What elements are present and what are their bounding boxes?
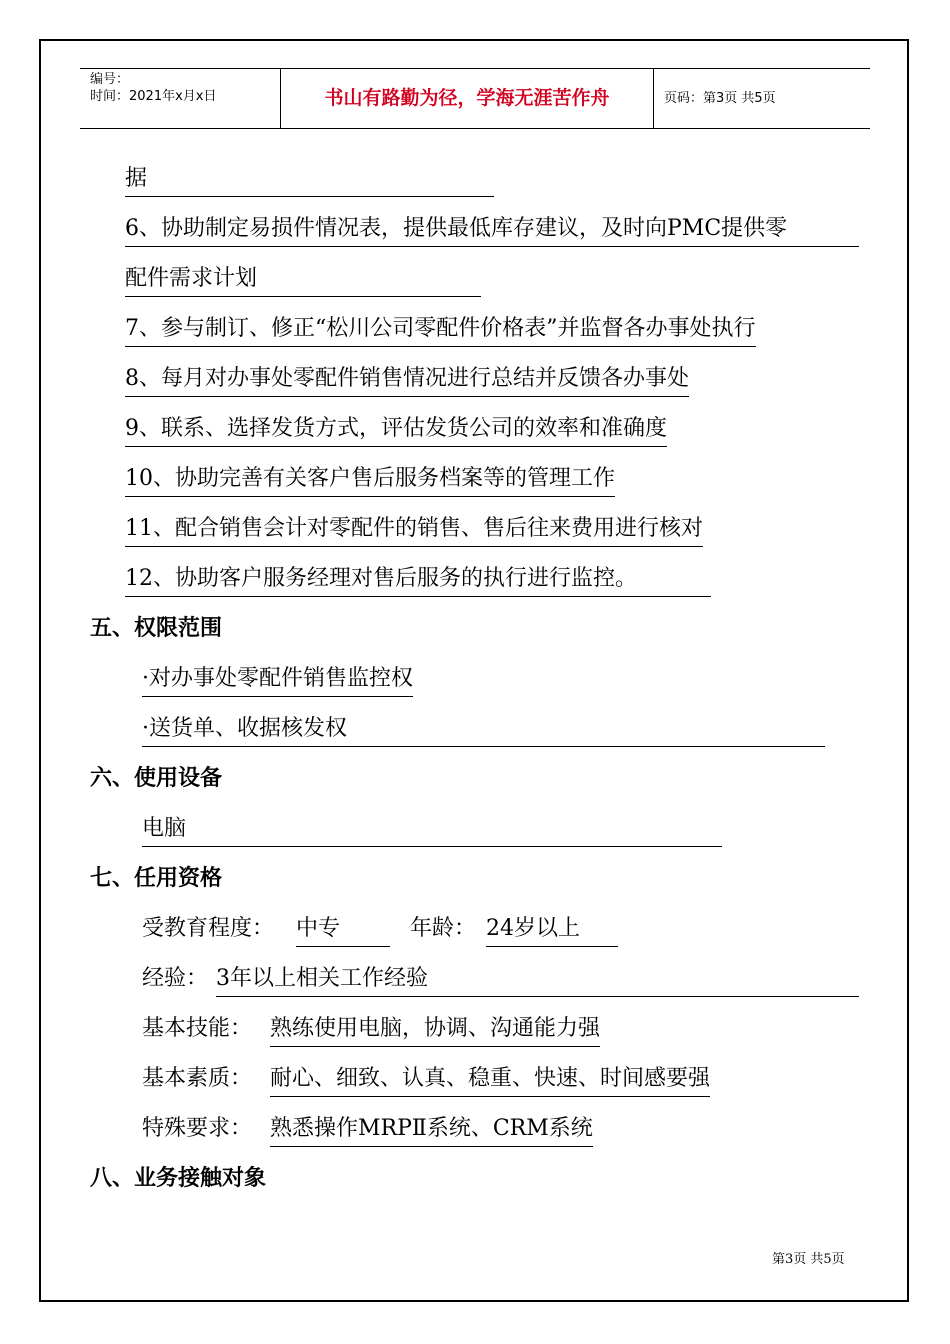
duty-item-11: 11、配合销售会计对零配件的销售、售后往来费用进行核对 [125, 514, 703, 547]
section-authority-heading: 五、权限范围 [90, 616, 223, 641]
duty-item-12: 12、协助客户服务经理对售后服务的执行进行监控。 [125, 564, 711, 597]
age-label: 年龄： [410, 916, 477, 941]
education-label: 受教育程度： [142, 916, 275, 941]
duty-item-6a: 6、协助制定易损件情况表，提供最低库存建议，及时向PMC提供零 [125, 214, 859, 247]
experience-value: 3年以上相关工作经验 [216, 964, 859, 997]
education-value: 中专 [296, 914, 390, 947]
special-value: 熟悉操作MRPⅡ系统、CRM系统 [270, 1114, 593, 1147]
duty-line-continued: 据 [125, 164, 494, 197]
equipment-value: 电脑 [142, 814, 722, 847]
footer-page-number: 第3页 共5页 [772, 1252, 845, 1267]
duty-item-8: 8、每月对办事处零配件销售情况进行总结并反馈各办事处 [125, 364, 689, 397]
date-label: 时间：2021年x月x日 [90, 89, 217, 104]
number-label: 编号： [90, 72, 130, 87]
duty-item-9: 9、联系、选择发货方式，评估发货公司的效率和准确度 [125, 414, 667, 447]
section-qualification-heading: 七、任用资格 [90, 866, 223, 891]
section-equipment-heading: 六、使用设备 [90, 766, 223, 791]
header-meta [80, 69, 281, 128]
header-motto: 书山有路勤为径，学海无涯苦作舟 [281, 69, 654, 128]
experience-label: 经验： [142, 966, 209, 991]
authority-item-2: ·送货单、收据核发权 [142, 714, 825, 747]
section-contacts-heading: 八、业务接触对象 [90, 1166, 267, 1191]
duty-item-6b: 配件需求计划 [125, 264, 481, 297]
skill-label: 基本技能： [142, 1016, 253, 1041]
quality-value: 耐心、细致、认真、稳重、快速、时间感要强 [270, 1064, 710, 1097]
duty-item-10: 10、协助完善有关客户售后服务档案等的管理工作 [125, 464, 615, 497]
authority-item-1: ·对办事处零配件销售监控权 [142, 664, 413, 697]
quality-label: 基本素质： [142, 1066, 253, 1091]
header-page-number: 页码：第3页 共5页 [664, 91, 776, 106]
age-value: 24岁以上 [486, 914, 618, 947]
duty-item-7: 7、参与制订、修正“松川公司零配件价格表”并监督各办事处执行 [125, 314, 756, 347]
skill-value: 熟练使用电脑，协调、沟通能力强 [270, 1014, 600, 1047]
document-header [80, 68, 870, 129]
special-label: 特殊要求： [142, 1116, 253, 1141]
